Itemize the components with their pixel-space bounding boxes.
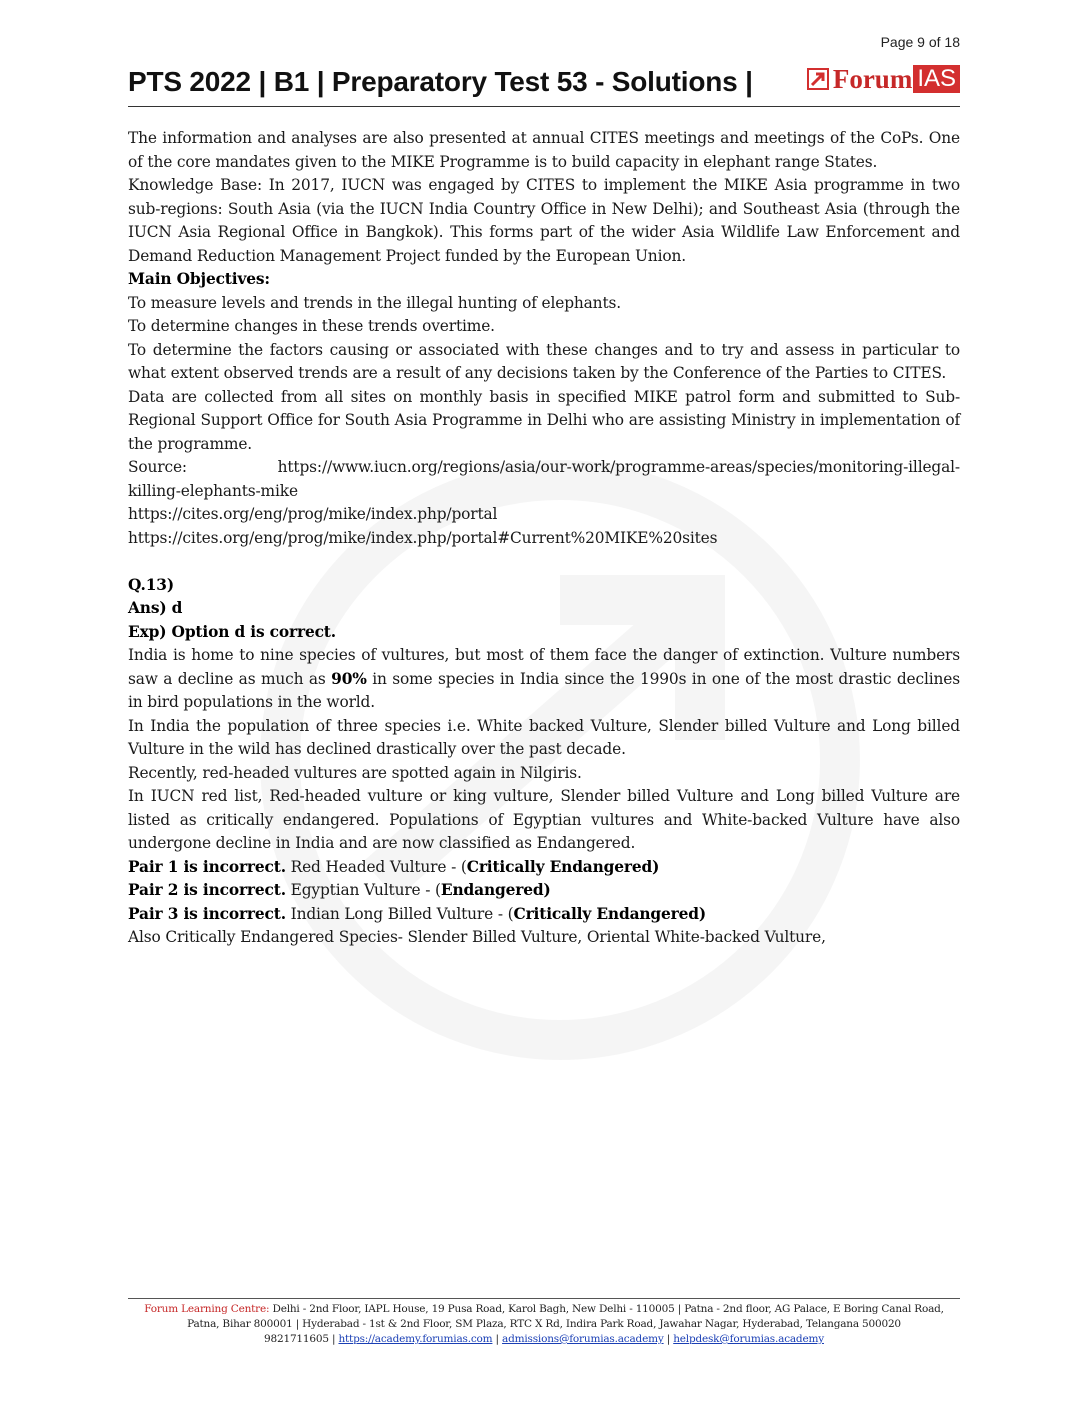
question-label: Q.13) xyxy=(128,575,174,594)
arrow-icon xyxy=(807,68,829,90)
source-url: https://cites.org/eng/prog/mike/index.php/portal#Current%20MIKE%20sites xyxy=(128,528,718,547)
helpdesk-email-link[interactable]: helpdesk@forumias.academy xyxy=(673,1333,824,1345)
source-url: killing-elephants-mike xyxy=(128,481,298,500)
source-line xyxy=(128,456,960,480)
footer-brand: Forum xyxy=(144,1303,178,1315)
explanation-heading: Exp) Option d is correct. xyxy=(128,622,336,641)
objective-item: To determine changes in these trends overtime. xyxy=(128,317,495,335)
paragraph: In IUCN red list, Red-headed vulture or king vulture, Slender billed Vulture and Long billed Vulture are listed as critically endangered. Populations of Egyptian vultures and White-backed Vulture have also undergone decline in India and are now classified as Endangered. xyxy=(128,787,960,852)
footer-line: Forum Learning Centre: Delhi - 2nd Floor, IAPL House, 19 Pusa Road, Karol Bagh, New Delhi - 110005 | Patna - 2nd floor, AG Palace, E Boring Canal Road, xyxy=(144,1303,944,1315)
forumias-logo xyxy=(807,64,960,94)
answer-label: Ans) d xyxy=(128,599,183,617)
paragraph: India is home to nine species of vultures, but most of them face the danger of extinction. Vulture numbers saw a decline as much as 90% in some species in India since the 1990s in one of the most drastic declines in bird populations in the world. xyxy=(128,646,960,711)
page-header xyxy=(128,60,960,107)
pair-line: Pair 3 is incorrect. Indian Long Billed Vulture - (Critically Endangered) xyxy=(128,904,707,923)
paragraph: Knowledge Base: In 2017, IUCN was engaged by CITES to implement the MIKE Asia programme in two sub-regions: South Asia (via the IUCN India Country Office in New Delhi); and Southeast Asia (through the IUCN Asia Regional Office in Bangkok). This forms part of the wider Asia Wildlife Law Enforcement and Demand Reduction Management Project funded by the European Union. xyxy=(128,176,960,265)
paragraph: Data are collected from all sites on monthly basis in specified MIKE patrol form and submitted to Sub-Regional Support Office for South Asia Programme in Delhi who are assisting Ministry in implementation of the programme. xyxy=(128,387,960,453)
logo-forum-text: Forum xyxy=(832,64,913,94)
footer-line: Patna, Bihar 800001 | Hyderabad - 1st & 2nd Floor, SM Plaza, RTC X Rd, Indira Park Road, Jawahar Nagar, Hyderabad, Telangana 500020 xyxy=(187,1318,901,1330)
source-url: https://www.iucn.org/regions/asia/our-work/programme-areas/species/monitoring-illegal- xyxy=(277,458,960,476)
academy-link[interactable]: https://academy.forumias.com xyxy=(338,1333,493,1345)
pair-line: Pair 1 is incorrect. Red Headed Vulture - (Critically Endangered) xyxy=(128,857,660,876)
paragraph: In India the population of three species i.e. White backed Vulture, Slender billed Vulture and Long billed Vulture in the wild has declined drastically over the past decade. xyxy=(128,716,960,758)
paragraph: Recently, red-headed vultures are spotted again in Nilgiris. xyxy=(128,763,582,782)
footer-phone: 9821711605 xyxy=(264,1333,329,1345)
objective-item: To measure levels and trends in the illegal hunting of elephants. xyxy=(128,293,621,312)
page-number: Page 9 of 18 xyxy=(880,34,960,50)
page-footer xyxy=(128,1298,960,1347)
document-title: PTS 2022 | B1 | Preparatory Test 53 - Solutions | xyxy=(128,66,753,97)
section-heading: Main Objectives: xyxy=(128,270,270,288)
source-url: https://cites.org/eng/prog/mike/index.php/portal xyxy=(128,505,498,523)
objective-item: To determine the factors causing or associated with these changes and to try and assess in particular to what extent observed trends are a result of any decisions taken by the Conference of the Parties to CITES. xyxy=(128,340,960,382)
pair-line: Pair 2 is incorrect. Egyptian Vulture - (Endangered) xyxy=(128,881,551,899)
document-body xyxy=(128,127,960,950)
footer-contacts: 9821711605 | https://academy.forumias.com | admissions@forumias.academy | helpdesk@forumias.academy xyxy=(264,1333,824,1345)
source-label: Source: xyxy=(128,458,187,476)
logo-ias-text: IAS xyxy=(913,65,960,93)
paragraph: Also Critically Endangered Species- Slender Billed Vulture, Oriental White-backed Vulture, xyxy=(128,928,826,946)
admissions-email-link[interactable]: admissions@forumias.academy xyxy=(502,1333,664,1345)
paragraph: The information and analyses are also presented at annual CITES meetings and meetings of the CoPs. One of the core mandates given to the MIKE Programme is to build capacity in elephant range States. xyxy=(128,129,960,171)
